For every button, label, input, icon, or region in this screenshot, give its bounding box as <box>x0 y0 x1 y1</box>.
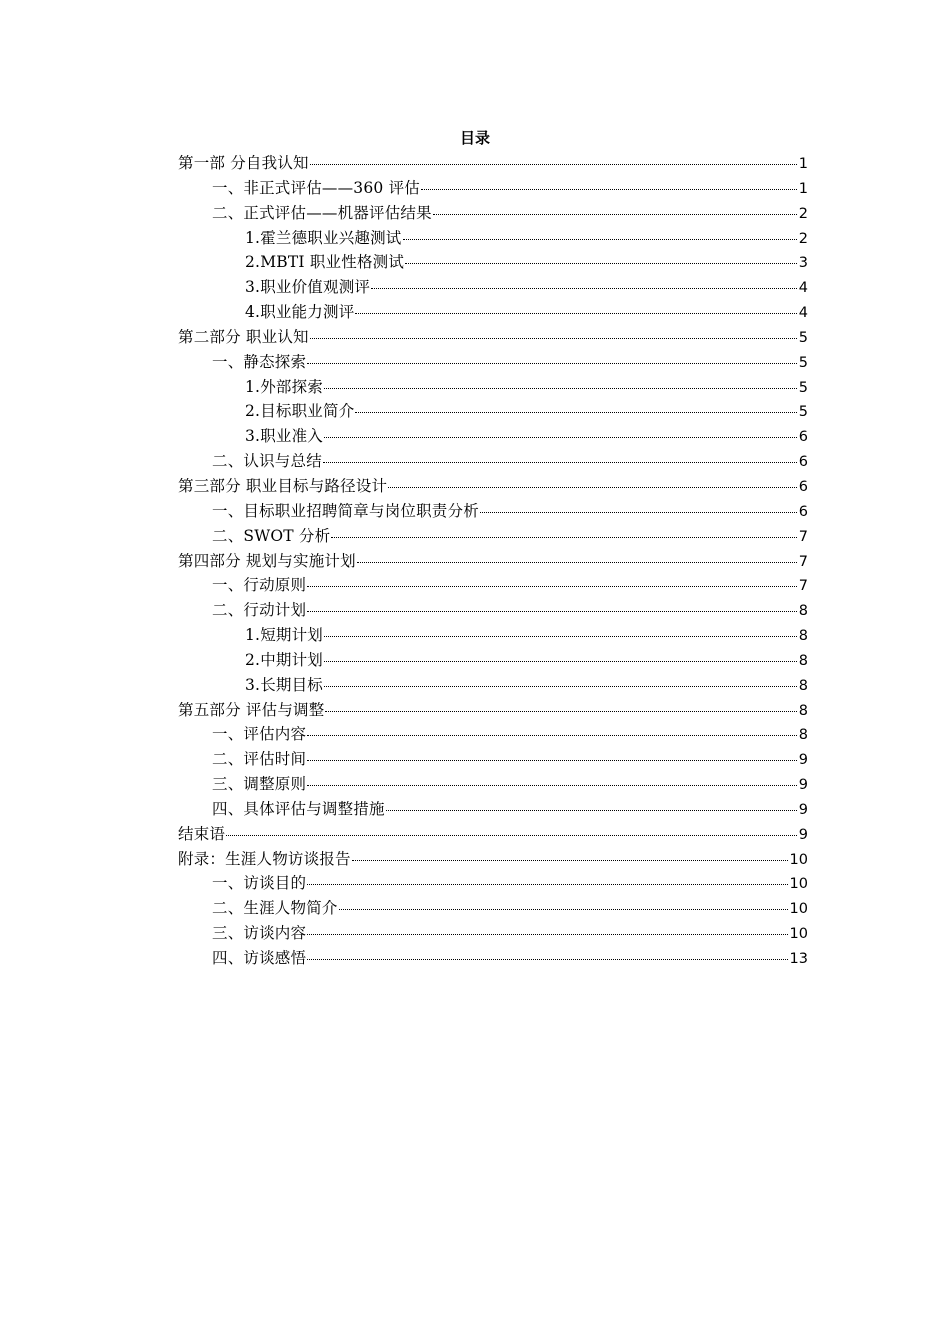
toc-entry-title: 二、评估时间 <box>212 750 307 769</box>
toc-page-number: 6 <box>798 454 808 471</box>
toc-dot-leader <box>357 562 797 563</box>
toc-page-number: 8 <box>798 603 808 620</box>
toc-entry-title: 第三部分 职业目标与路径设计 <box>178 476 388 495</box>
toc-entry-title: 附录：生涯人物访谈报告 <box>178 849 351 868</box>
toc-page-number: 13 <box>789 951 808 967</box>
toc-page-number: 2 <box>798 230 808 247</box>
toc-entry[interactable] <box>178 623 808 648</box>
toc-entry[interactable] <box>178 648 808 673</box>
toc-page-number: 6 <box>798 429 808 446</box>
toc-entry-title: 2.MBTI 职业性格测试 <box>245 253 405 272</box>
toc-dot-leader <box>307 611 797 612</box>
toc-entry[interactable] <box>178 499 808 524</box>
toc-dot-leader <box>324 437 797 438</box>
toc-dot-leader <box>388 487 797 488</box>
toc-page-number: 4 <box>798 305 808 322</box>
toc-entry[interactable] <box>178 226 808 251</box>
toc-dot-leader <box>403 239 797 240</box>
toc-page-number: 6 <box>798 503 808 520</box>
toc-entry[interactable] <box>178 350 808 375</box>
toc-dot-leader <box>226 835 797 836</box>
toc-entry[interactable] <box>178 549 808 574</box>
toc-page-number: 9 <box>798 777 808 794</box>
toc-entry-title: 二、行动计划 <box>212 601 307 620</box>
toc-entry-title: 二、正式评估——机器评估结果 <box>212 203 432 222</box>
toc-page-number: 7 <box>798 553 808 570</box>
toc-page-number: 8 <box>798 652 808 669</box>
toc-entry-title: 一、非正式评估——360 评估 <box>212 178 421 197</box>
toc-entry[interactable] <box>178 847 808 872</box>
toc-entry-title: 三、访谈内容 <box>212 924 307 943</box>
toc-entry-title: 一、访谈目的 <box>212 874 307 893</box>
toc-entry[interactable] <box>178 822 808 847</box>
toc-dot-leader <box>307 363 797 364</box>
toc-entry-title: 四、访谈感悟 <box>212 949 307 967</box>
toc-dot-leader <box>352 860 788 861</box>
toc-page-number: 1 <box>798 156 808 172</box>
toc-entry-title: 一、行动原则 <box>212 576 307 595</box>
toc-entry-title: 第二部分 职业认知 <box>178 327 309 346</box>
toc-dot-leader <box>355 412 796 413</box>
toc-entry[interactable] <box>178 871 808 896</box>
toc-entry-title: 四、具体评估与调整措施 <box>212 799 385 818</box>
toc-page-number: 10 <box>789 876 808 893</box>
toc-entry[interactable] <box>178 524 808 549</box>
toc-dot-leader <box>310 164 797 165</box>
toc-page-number: 10 <box>789 851 808 868</box>
toc-dot-leader <box>480 512 797 513</box>
toc-page-number: 1 <box>798 180 808 197</box>
toc-dot-leader <box>421 189 797 190</box>
toc-entry[interactable] <box>178 474 808 499</box>
toc-entry-title: 2.目标职业简介 <box>245 402 355 421</box>
toc-entry-title: 二、生涯人物简介 <box>212 899 338 918</box>
toc-title: 目录 <box>459 129 490 147</box>
toc-page-number: 8 <box>798 677 808 694</box>
toc-page-number: 9 <box>798 801 808 818</box>
toc-dot-leader <box>324 661 797 662</box>
toc-page-number: 7 <box>798 578 808 595</box>
toc-page-number: 10 <box>789 901 808 918</box>
toc-entry-title: 一、评估内容 <box>212 725 307 744</box>
toc-entry-title: 第四部分 规划与实施计划 <box>178 551 356 570</box>
toc-dot-leader <box>307 760 797 761</box>
toc-page-number: 4 <box>798 280 808 297</box>
toc-dot-leader <box>307 785 797 786</box>
toc-page-number: 3 <box>798 255 808 272</box>
toc-entry-title: 2.中期计划 <box>245 650 323 669</box>
toc-dot-leader <box>307 586 797 587</box>
toc-page-number: 5 <box>798 404 808 421</box>
toc-dot-leader <box>331 537 796 538</box>
toc-page-number: 9 <box>798 826 808 843</box>
toc-entry-title: 结束语 <box>178 824 226 843</box>
toc-dot-leader <box>307 884 787 885</box>
toc-entry[interactable] <box>178 772 808 797</box>
toc-entry[interactable] <box>178 598 808 623</box>
toc-page-number: 5 <box>798 329 808 346</box>
toc-entry-title: 第五部分 评估与调整 <box>178 700 325 719</box>
toc-entry-title: 3.职业准入 <box>245 427 323 446</box>
toc-entry[interactable] <box>178 747 808 772</box>
toc-entry-title: 1.短期计划 <box>245 626 323 645</box>
toc-entry[interactable] <box>178 946 808 971</box>
table-of-contents <box>178 151 808 971</box>
toc-dot-leader <box>433 214 797 215</box>
toc-dot-leader <box>386 810 797 811</box>
toc-entry-title: 二、SWOT 分析 <box>212 526 331 545</box>
toc-entry[interactable] <box>178 275 808 300</box>
toc-entry[interactable] <box>178 573 808 598</box>
toc-entry[interactable] <box>178 722 808 747</box>
toc-page-number: 7 <box>798 528 808 545</box>
toc-entry-title: 3.职业价值观测评 <box>245 278 371 297</box>
toc-page-number: 8 <box>798 727 808 744</box>
toc-dot-leader <box>307 959 787 960</box>
toc-dot-leader <box>371 288 797 289</box>
toc-entry-title: 1.霍兰德职业兴趣测试 <box>245 228 402 247</box>
toc-page-number: 8 <box>798 628 808 645</box>
toc-page-number: 6 <box>798 478 808 495</box>
toc-entry-title: 1.外部探索 <box>245 377 323 396</box>
toc-entry[interactable] <box>178 151 808 176</box>
toc-entry[interactable] <box>178 797 808 822</box>
toc-entry-title: 二、认识与总结 <box>212 452 322 471</box>
toc-dot-leader <box>325 711 796 712</box>
toc-entry-title: 4.职业能力测评 <box>245 303 355 322</box>
toc-entry[interactable] <box>178 201 808 226</box>
toc-page-number: 10 <box>789 926 808 943</box>
toc-page-number: 8 <box>798 702 808 719</box>
toc-entry[interactable] <box>178 399 808 424</box>
toc-entry-title: 第一部 分自我认知 <box>178 154 309 172</box>
toc-entry-title: 一、静态探索 <box>212 352 307 371</box>
toc-entry[interactable] <box>178 176 808 201</box>
toc-dot-leader <box>307 934 787 935</box>
toc-dot-leader <box>323 462 797 463</box>
toc-entry-title: 三、调整原则 <box>212 775 307 794</box>
toc-dot-leader <box>355 313 796 314</box>
toc-page-number: 5 <box>798 379 808 396</box>
toc-entry-title: 3.长期目标 <box>245 675 323 694</box>
toc-page-number: 9 <box>798 752 808 769</box>
toc-page-number: 5 <box>798 354 808 371</box>
toc-entry[interactable] <box>178 449 808 474</box>
toc-entry[interactable] <box>178 300 808 325</box>
toc-entry[interactable] <box>178 250 808 275</box>
toc-page-number: 2 <box>798 205 808 222</box>
toc-entry[interactable] <box>178 325 808 350</box>
toc-dot-leader <box>324 686 797 687</box>
toc-dot-leader <box>307 735 797 736</box>
toc-dot-leader <box>324 636 797 637</box>
toc-entry[interactable] <box>178 921 808 946</box>
toc-entry[interactable] <box>178 673 808 698</box>
toc-entry-title: 一、目标职业招聘简章与岗位职责分析 <box>212 501 479 520</box>
toc-entry[interactable] <box>178 698 808 723</box>
toc-dot-leader <box>310 338 797 339</box>
toc-entry[interactable] <box>178 375 808 400</box>
toc-entry[interactable] <box>178 424 808 449</box>
toc-entry[interactable] <box>178 896 808 921</box>
toc-dot-leader <box>339 909 788 910</box>
toc-dot-leader <box>324 388 797 389</box>
toc-dot-leader <box>405 263 797 264</box>
